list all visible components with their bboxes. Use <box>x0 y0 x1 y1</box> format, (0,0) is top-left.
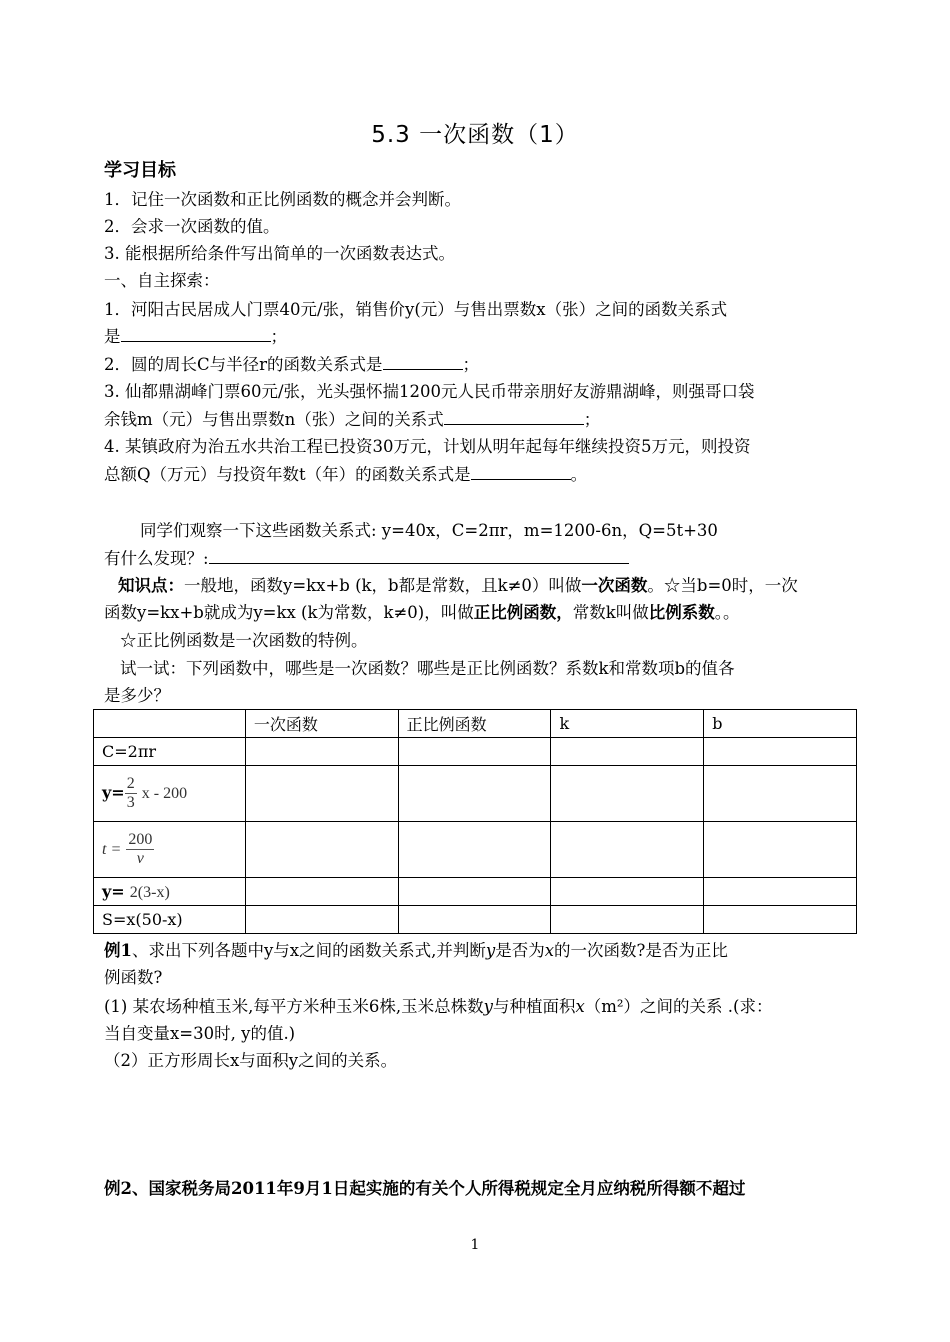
classification-table <box>93 709 857 934</box>
function-4-prefix: y= <box>102 881 125 901</box>
table-header-blank <box>94 710 246 738</box>
table-row <box>94 906 857 934</box>
fraction-numerator: 2 <box>126 775 135 792</box>
fraction-denominator: v <box>136 850 144 867</box>
function-2-prefix: y= <box>102 783 125 802</box>
function-4-expr: 2(3-x) <box>129 883 170 901</box>
part-1-text-a: (1) 某农场种植玉米,每平方米种玉米6株,玉米总株数 <box>104 997 484 1016</box>
page-number: 1 <box>470 1237 480 1253</box>
question-2-suffix: ； <box>462 355 480 374</box>
question-1-prefix: 是 <box>104 327 121 346</box>
fraction-denominator: 3 <box>126 794 135 811</box>
part-1-text-b: 与种植面积 <box>492 997 576 1016</box>
answer-cell[interactable] <box>398 878 551 906</box>
knowledge-text-5: 。。 <box>714 603 740 622</box>
function-cell-1: C=2πr <box>94 738 246 766</box>
question-3-suffix: ； <box>583 410 601 429</box>
observe-question-text: 有什么发现？: <box>104 549 209 568</box>
var-x: x <box>544 941 554 960</box>
knowledge-comma: ， <box>556 603 573 622</box>
example-1-text: 、求出下列各题中y与x之间的函数关系式,并判断 <box>131 941 486 960</box>
knowledge-text-4: 常数k叫做 <box>572 603 649 622</box>
trial-line-1: 试一试：下列函数中，哪些是一次函数？哪些是正比例函数？系数k和常数项b的值各 <box>120 659 735 678</box>
knowledge-note: ☆正比例函数是一次函数的特例。 <box>120 631 368 650</box>
question-3-text: 余钱m（元）与售出票数n（张）之间的关系式 <box>104 410 444 429</box>
example-1-part-1-line-1 <box>104 993 772 1021</box>
answer-cell[interactable] <box>704 906 857 934</box>
answer-blank-1[interactable] <box>121 323 271 342</box>
term-proportional-coefficient: 比例系数 <box>648 603 715 622</box>
answer-cell[interactable] <box>398 738 551 766</box>
example-1-text-mid: 是否为 <box>495 941 545 960</box>
question-2-text: 2．圆的周长C与半径r的函数关系式是 <box>104 355 383 374</box>
part-1-text-c: （m²）之间的关系 .(求： <box>584 997 773 1016</box>
table-header-k: k <box>551 710 704 738</box>
knowledge-label: 知识点： <box>118 576 184 595</box>
goal-item-3: 3. 能根据所给条件写出简单的一次函数表达式。 <box>104 244 455 263</box>
answer-cell[interactable] <box>704 822 857 878</box>
answer-blank-2[interactable] <box>383 351 463 370</box>
function-cell-3 <box>94 822 246 878</box>
table-header-row <box>94 710 857 738</box>
table-row <box>94 738 857 766</box>
answer-cell[interactable] <box>551 822 704 878</box>
answer-blank-3[interactable] <box>444 406 584 425</box>
answer-cell[interactable] <box>398 766 551 822</box>
function-cell-4 <box>94 878 246 906</box>
page-title: 5.3 一次函数（1） <box>371 122 579 148</box>
example-1-line-1 <box>104 937 728 965</box>
explore-heading: 一、自主探索： <box>104 271 220 290</box>
question-1-line1: 1．河阳古民居成人门票40元/张，销售价y(元）与售出票数x（张）之间的函数关系式 <box>104 300 728 319</box>
question-3-line2 <box>104 406 600 434</box>
answer-cell[interactable] <box>704 878 857 906</box>
table-header-b: b <box>704 710 857 738</box>
function-3-var: t = <box>102 841 122 858</box>
example-2-line-1: 例2、国家税务局2011年9月1日起实施的有关个人所得税规定全月应纳税所得额不超过 <box>104 1179 746 1198</box>
knowledge-text-2: 。☆当b=0时，一次 <box>647 576 798 595</box>
example-1-text-end: 的一次函数?是否为正比 <box>554 941 728 960</box>
question-1-line2 <box>104 323 287 351</box>
goal-item-2: 2．会求一次函数的值。 <box>104 217 280 236</box>
example-1-line-2: 例函数? <box>104 968 163 987</box>
fraction-two-thirds <box>125 775 137 812</box>
knowledge-line-2 <box>104 599 739 627</box>
answer-cell[interactable] <box>398 906 551 934</box>
question-4-suffix: 。 <box>570 465 588 484</box>
knowledge-line-1 <box>118 572 798 600</box>
observe-line: 同学们观察一下这些函数关系式: y=40x，C=2πr，m=1200-6n，Q=5t+30 <box>140 521 718 540</box>
example-1-part-2: （2）正方形周长x与面积y之间的关系。 <box>104 1051 398 1070</box>
term-proportional-function: 正比例函数 <box>473 603 557 622</box>
answer-blank-observe[interactable] <box>209 545 629 564</box>
question-2 <box>104 351 479 379</box>
answer-cell[interactable] <box>245 878 398 906</box>
fraction-200-over-v <box>126 831 154 868</box>
fraction-numerator: 200 <box>128 831 153 848</box>
answer-cell[interactable] <box>398 822 551 878</box>
var-y: y <box>483 997 493 1016</box>
answer-cell[interactable] <box>704 766 857 822</box>
example-1-part-1-line-2: 当自变量x=30时, y的值.) <box>104 1024 296 1043</box>
answer-cell[interactable] <box>245 906 398 934</box>
term-linear-function: 一次函数 <box>581 576 648 595</box>
answer-cell[interactable] <box>245 822 398 878</box>
answer-cell[interactable] <box>551 766 704 822</box>
answer-cell[interactable] <box>551 906 704 934</box>
goals-heading: 学习目标 <box>104 160 176 181</box>
table-header-proportional: 正比例函数 <box>398 710 551 738</box>
trial-line-2: 是多少？ <box>104 686 170 705</box>
table-row <box>94 878 857 906</box>
knowledge-text-3: 函数y=kx+b就成为y=kx (k为常数，k≠0)，叫做 <box>104 603 474 622</box>
function-cell-2 <box>94 766 246 822</box>
function-cell-5: S=x(50-x) <box>94 906 246 934</box>
question-4-line2 <box>104 461 587 489</box>
var-x: x <box>575 997 585 1016</box>
example-1-label: 例1 <box>104 941 132 960</box>
observe-question <box>104 545 629 573</box>
question-4-line1: 4. 某镇政府为治五水共治工程已投资30万元，计划从明年起每年继续投资5万元，则投资 <box>104 437 751 456</box>
table-header-linear: 一次函数 <box>245 710 398 738</box>
function-2-suffix: x - 200 <box>141 785 188 802</box>
question-1-suffix: ； <box>270 327 287 346</box>
answer-cell[interactable] <box>245 766 398 822</box>
table-row <box>94 766 857 822</box>
answer-blank-4[interactable] <box>471 461 571 480</box>
table-row <box>94 822 857 878</box>
knowledge-text-1: 一般地，函数y=kx+b (k，b都是常数，且k≠0）叫做 <box>184 576 582 595</box>
question-4-text: 总额Q（万元）与投资年数t（年）的函数关系式是 <box>104 465 471 484</box>
question-3-line1: 3. 仙都鼎湖峰门票60元/张，光头强怀揣1200元人民币带亲朋好友游鼎湖峰，则强哥口袋 <box>104 382 755 401</box>
answer-cell[interactable] <box>245 738 398 766</box>
goal-item-1: 1．记住一次函数和正比例函数的概念并会判断。 <box>104 190 461 209</box>
var-y: y <box>485 941 496 960</box>
answer-cell[interactable] <box>704 738 857 766</box>
answer-cell[interactable] <box>551 738 704 766</box>
answer-cell[interactable] <box>551 878 704 906</box>
